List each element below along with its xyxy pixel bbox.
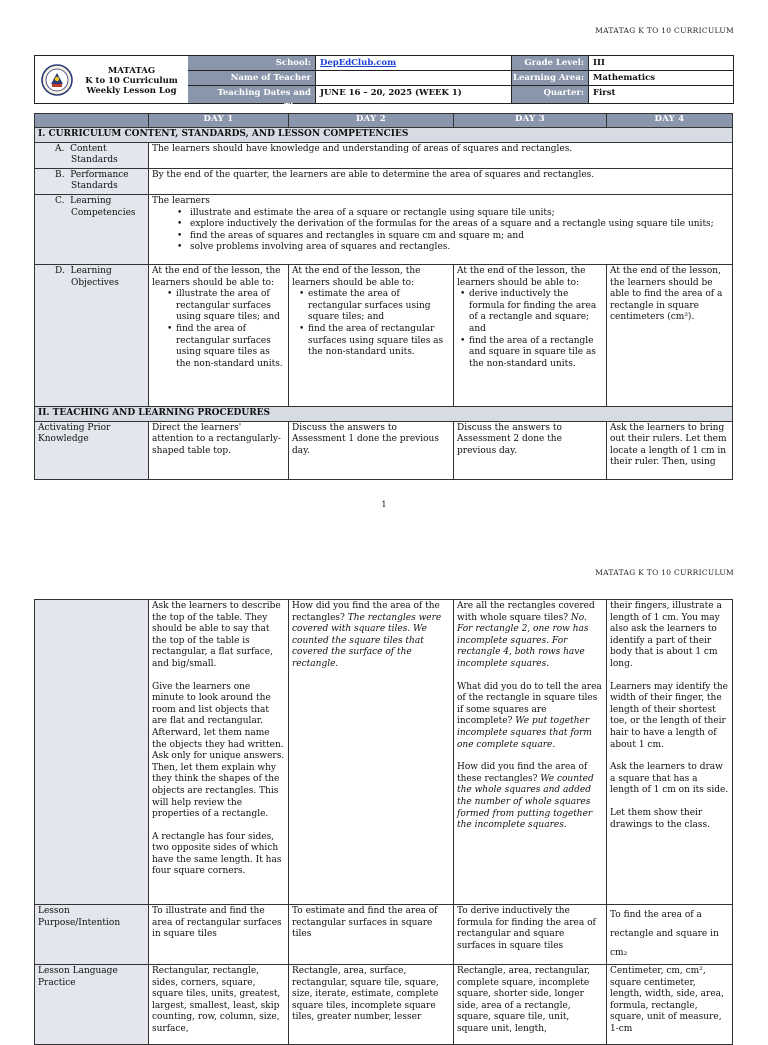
- content-standards-label: A. Content Standards: [35, 142, 149, 168]
- answer: The rectangles were covered with square tiles. We counted the square tiles that covered the surface of the rectangle.: [292, 612, 442, 669]
- competency-item: • solve problems involving area of squares and rectangles.: [190, 242, 729, 254]
- prior-day3: Discuss the answers to Assessment 2 done the previous day.: [454, 421, 607, 479]
- continued-day3: [454, 600, 607, 905]
- answer: We counted the whole squares and added the number of whole squares formed from putting together the incomplete squares.: [457, 773, 594, 831]
- objective-item: • find the area of rectangular surfaces using square tiles as the non-standard units.: [176, 324, 285, 370]
- performance-standards-label: B. Performance Standards: [35, 168, 149, 194]
- language-practice-label: Lesson Language Practice: [35, 965, 149, 1045]
- quarter-label: Quarter:: [512, 86, 589, 103]
- deped-seal-icon: [41, 64, 73, 96]
- paragraph: Learners may identify the width of their finger, the length of their shortest toe, or the length of their hair to have a length of about 1 cm.: [610, 681, 728, 750]
- paragraph: A rectangle has four sides, two opposite sides of which have the same length. It has four square corners.: [152, 831, 282, 877]
- objective-intro: At the end of the lesson, the learners should be able to:: [292, 265, 421, 288]
- paragraph: Let them show their drawings to the class.: [610, 807, 710, 830]
- paragraph: Give the learners one minute to look around the room and list objects that are flat and rectangular. Afterward, let them name the objects they had written. Ask only for unique answers. Then, let them explain why they think the shapes of the objects are rectangles. This will help review the properties of a rectangle.: [152, 681, 285, 820]
- grade-label: Grade Level:: [512, 56, 589, 71]
- question: What did you do to tell the area of the rectangle in square tiles if some squares are incomplete?: [457, 681, 602, 727]
- prior-day2: Discuss the answers to Assessment 1 done the previous day.: [289, 421, 454, 479]
- logo-title: [79, 66, 184, 96]
- section-title: II. TEACHING AND LEARNING PROCEDURES: [35, 406, 733, 421]
- learning-objectives-label: D. Learning Objectives: [35, 264, 149, 406]
- language-day3: Rectangle, area, rectangular, complete square, incomplete square, shorter side, longer side, area of a rectangle, square, square tile, unit, square unit, length,: [454, 965, 607, 1045]
- performance-standards-text: By the end of the quarter, the learners are able to determine the area of squares and rectangles.: [149, 168, 733, 194]
- objective-item: • illustrate the area of rectangular surfaces using square tiles; and: [176, 289, 285, 324]
- lesson-table-page2: [34, 599, 733, 1045]
- competency-item: • find the areas of squares and rectangles in square cm and square m; and: [190, 231, 729, 243]
- day-header: DAY 2: [289, 114, 454, 128]
- objectives-day4: At the end of the lesson, the learners should be able to find the area of a rectangle in square centimeters (cm²).: [607, 264, 733, 406]
- quarter-value: First: [593, 88, 616, 98]
- objectives-day3: [454, 264, 607, 406]
- objective-item: • find the area of rectangular surfaces using square tiles as the non-standard units.: [308, 324, 450, 359]
- continued-day1: [149, 600, 289, 905]
- objective-intro: At the end of the lesson, the learners should be able to:: [152, 265, 281, 288]
- prior-day4: Ask the learners to bring out their rulers. Let them locate a length of 1 cm in their ruler. Then, using: [607, 421, 733, 479]
- language-day4: Centimeter, cm, cm², square centimeter, length, width, side, area, formula, rectangle, square, unit of measure, 1-cm: [607, 965, 733, 1045]
- question: Are all the rectangles covered with whole square tiles?: [457, 601, 595, 623]
- prior-day1: Direct the learners' attention to a rectangularly-shaped table top.: [149, 421, 289, 479]
- objective-intro: At the end of the lesson, the learners should be able to:: [457, 265, 586, 288]
- school-value: [316, 56, 512, 71]
- objectives-day2: [289, 264, 454, 406]
- learning-competencies-label: C. Learning Competencies: [35, 194, 149, 264]
- continued-label-cell: [35, 600, 149, 905]
- paragraph: Ask the learners to draw a square that has a length of 1 cm on its side.: [610, 762, 729, 796]
- purpose-day2: To estimate and find the area of rectangular surfaces in square tiles: [289, 905, 454, 965]
- teacher-value: [316, 71, 512, 86]
- paragraph: Ask the learners to describe the top of the table. They should be able to say that the top of the table is rectangular, a flat surface, and big/small.: [152, 601, 281, 669]
- paragraph: their fingers, illustrate a length of 1 cm. You may also ask the learners to identify a part of their body that is about 1 cm long.: [610, 601, 722, 669]
- logo-title-line: MATATAG: [107, 66, 156, 76]
- dates-label: Teaching Dates and Time:: [188, 86, 316, 103]
- prior-knowledge-label: Activating Prior Knowledge: [35, 421, 149, 479]
- section-title: I. CURRICULUM CONTENT, STANDARDS, AND LESSON COMPETENCIES: [35, 128, 733, 143]
- continued-day4: [607, 600, 733, 905]
- running-header: MATATAG K TO 10 CURRICULUM: [595, 568, 734, 577]
- corner-cell: [35, 114, 149, 128]
- content-standards-text: The learners should have knowledge and understanding of areas of squares and rectangles.: [149, 142, 733, 168]
- dates-value: JUNE 16 – 20, 2025 (WEEK 1): [316, 86, 512, 103]
- objectives-day1: [149, 264, 289, 406]
- objective-item: • find the area of a rectangle and square in square tile as the non-standard units.: [469, 336, 603, 371]
- day-header: DAY 1: [149, 114, 289, 128]
- area-value: Mathematics: [589, 71, 733, 86]
- question: How did you find the area of the rectangles?: [292, 601, 440, 623]
- purpose-day1: To illustrate and find the area of rectangular surfaces in square tiles: [149, 905, 289, 965]
- school-link[interactable]: DepEdClub.com: [320, 58, 397, 68]
- school-label: School:: [188, 56, 316, 71]
- competency-item: • illustrate and estimate the area of a square or rectangle using square tile units;: [190, 208, 729, 220]
- lesson-table-page1: [34, 113, 733, 480]
- running-header: MATATAG K TO 10 CURRICULUM: [595, 26, 734, 35]
- competencies-intro: The learners: [152, 195, 210, 206]
- logo-title-line: K to 10 Curriculum: [85, 76, 178, 86]
- answer: We put together incomplete squares that form one complete square.: [457, 716, 592, 750]
- page-number: 1: [381, 500, 387, 510]
- teacher-label: Name of Teacher: [188, 71, 316, 86]
- learning-competencies-text: [149, 194, 733, 264]
- logo-title-line: Weekly Lesson Log: [86, 86, 177, 96]
- competencies-list: [152, 208, 729, 254]
- area-label: Learning Area:: [512, 71, 589, 86]
- language-day2: Rectangle, area, surface, rectangular, square tile, square, size, iterate, estimate, complete square tiles, incomplete square tiles, greater number, lesser: [289, 965, 454, 1045]
- logo-block: [35, 56, 189, 103]
- lesson-log-header: [34, 55, 734, 112]
- purpose-day4: To find the area of a rectangle and square in cm₂: [607, 905, 733, 965]
- objective-item: • derive inductively the formula for finding the area of a rectangle and square; and: [469, 289, 603, 335]
- question: How did you find the area of these rectangles?: [457, 762, 588, 784]
- purpose-day3: To derive inductively the formula for finding the area of rectangular and square surfaces in square tiles: [454, 905, 607, 965]
- objective-item: • estimate the area of rectangular surfaces using square tiles; and: [308, 289, 450, 324]
- continued-day2: [289, 600, 454, 905]
- purpose-label: Lesson Purpose/Intention: [35, 905, 149, 965]
- competency-item: • explore inductively the derivation of the formulas for the areas of a square and a rectangle using square tile units;: [190, 219, 729, 231]
- answer: No. For rectangle 2, one row has incomplete squares. For rectangle 4, both rows have incomplete squares.: [457, 612, 589, 669]
- day-header: DAY 4: [607, 114, 733, 128]
- day-header: DAY 3: [454, 114, 607, 128]
- language-day1: Rectangular, rectangle, sides, corners, square, square tiles, units, greatest, largest, smallest, least, skip counting, row, column, size, surface,: [149, 965, 289, 1045]
- grade-value: III: [589, 56, 733, 71]
